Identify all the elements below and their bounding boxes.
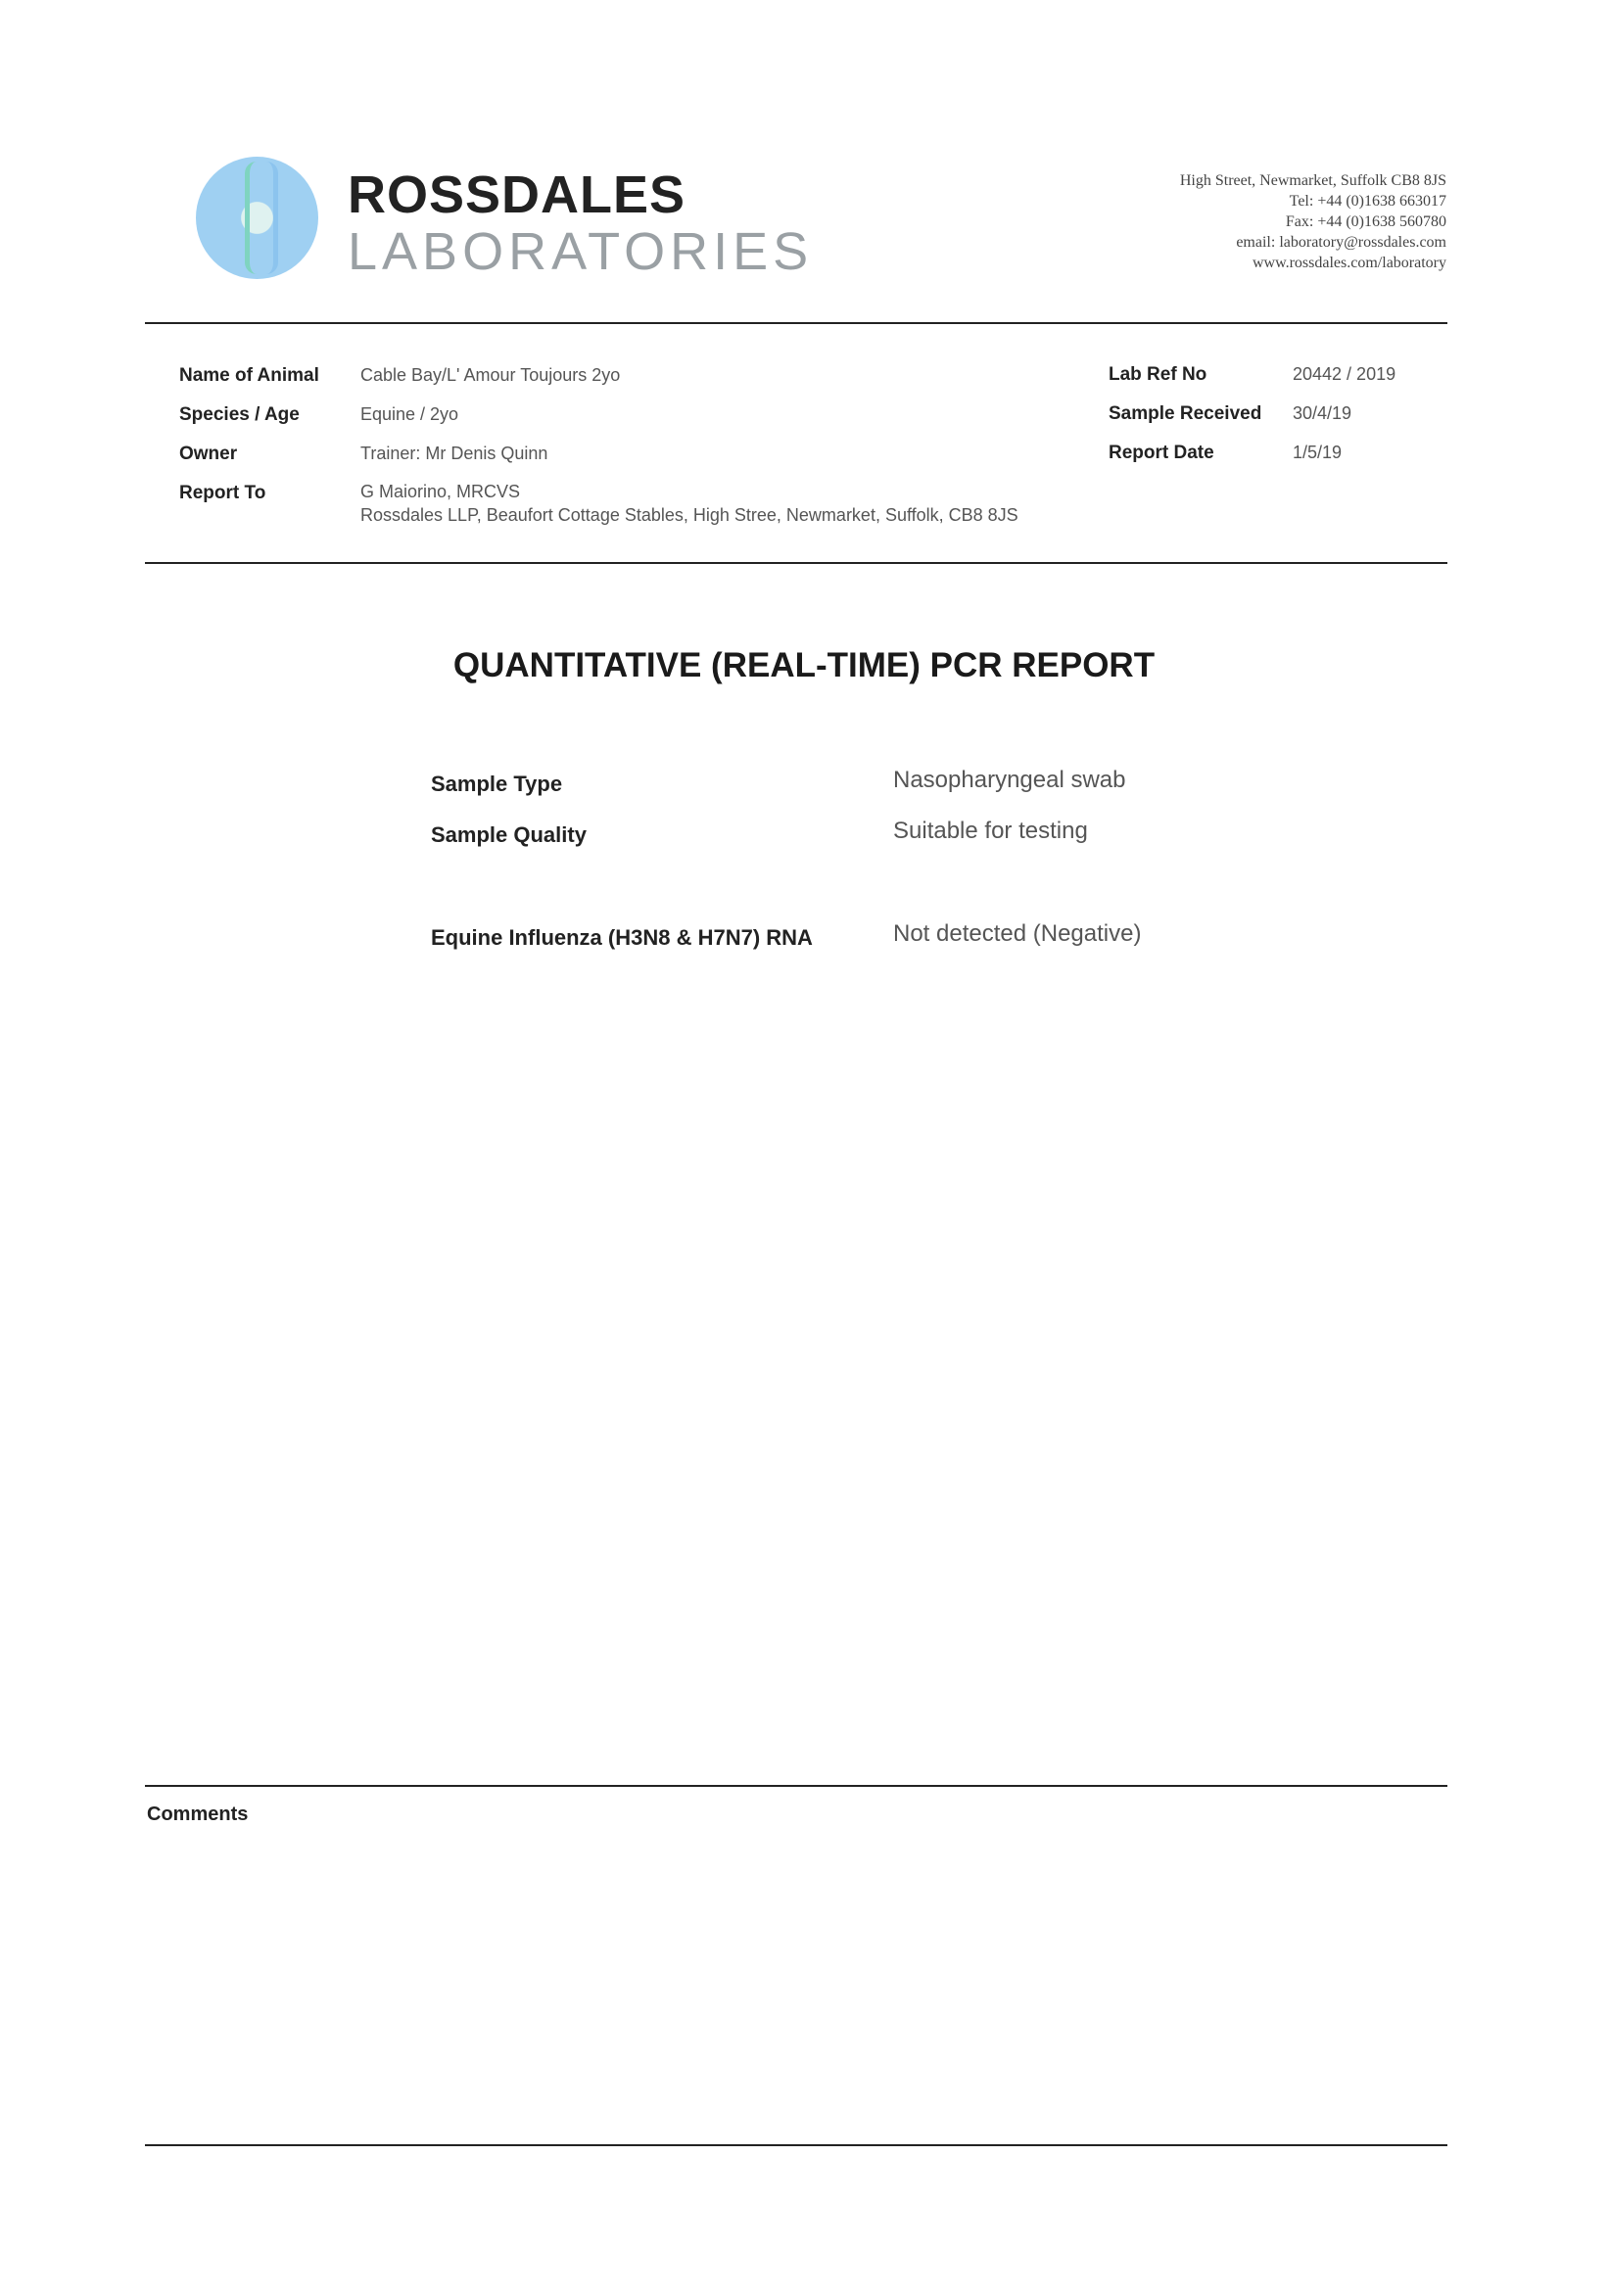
report-date-value: 1/5/19: [1293, 443, 1343, 462]
brand-subtitle-text: LABORATORIES: [348, 222, 814, 281]
email: email: laboratory@rossdales.com: [1236, 234, 1446, 251]
sample-quality-label: Sample Quality: [431, 822, 587, 847]
species-label: Species / Age: [179, 404, 300, 425]
report-title: QUANTITATIVE (REAL-TIME) PCR REPORT: [452, 646, 1156, 684]
divider: [145, 322, 1447, 324]
owner-value: Trainer: Mr Denis Quinn: [360, 444, 548, 463]
received-value: 30/4/19: [1293, 403, 1352, 423]
received-label: Sample Received: [1109, 403, 1262, 424]
report-to-address: Rossdales LLP, Beaufort Cottage Stables, High Stree, Newmarket, Suffolk, CB8 8JS: [360, 505, 1018, 525]
test-result: Not detected (Negative): [893, 920, 1142, 947]
lab-ref-label: Lab Ref No: [1109, 364, 1207, 385]
brand-subtitle: [348, 221, 813, 282]
sample-type-label: Sample Type: [431, 772, 563, 796]
divider: [145, 562, 1447, 564]
sample-type-value: Nasopharyngeal swab: [893, 767, 1126, 793]
species-value: Equine / 2yo: [360, 404, 459, 424]
test-label: Equine Influenza (H3N8 & H7N7) RNA: [431, 925, 813, 950]
report-to-label: Report To: [179, 483, 266, 503]
phone: Tel: +44 (0)1638 663017: [1289, 193, 1446, 210]
lab-address: [1180, 170, 1446, 273]
address-line: High Street, Newmarket, Suffolk CB8 8JS: [1179, 172, 1446, 189]
owner-label: Owner: [179, 444, 238, 464]
website: www.rossdales.com/laboratory: [1252, 255, 1446, 271]
brand-name: ROSSDALES: [348, 165, 686, 224]
divider: [145, 2144, 1447, 2146]
divider: [145, 1785, 1447, 1787]
lab-ref-value: 20442 / 2019: [1293, 364, 1396, 384]
dna-helix-icon: [245, 162, 278, 274]
report-date-label: Report Date: [1109, 443, 1214, 463]
name-value: Cable Bay/L' Amour Toujours 2yo: [360, 365, 621, 385]
comments-label: Comments: [147, 1804, 249, 1825]
sample-quality-value: Suitable for testing: [893, 818, 1088, 844]
fax: Fax: +44 (0)1638 560780: [1285, 213, 1446, 230]
name-label: Name of Animal: [179, 365, 319, 386]
report-to-value: G Maiorino, MRCVS: [360, 482, 521, 501]
